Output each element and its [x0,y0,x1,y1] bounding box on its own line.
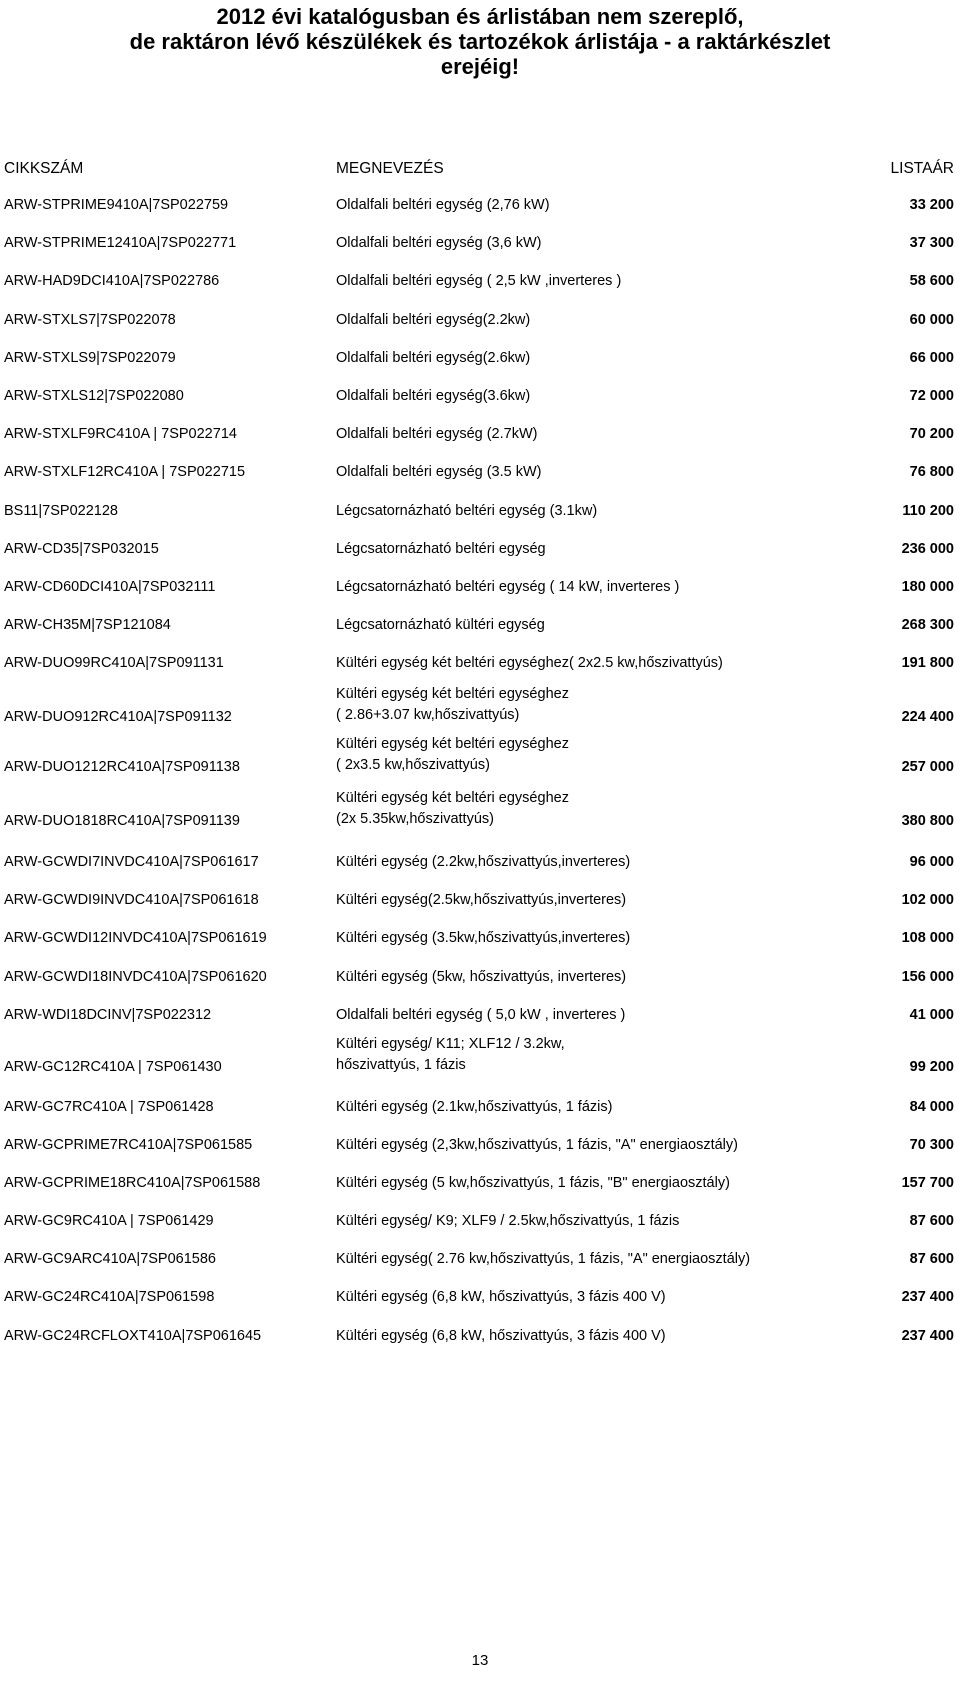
item-price: 268 300 [901,617,954,633]
item-name [336,1034,565,1076]
item-price: 108 000 [901,930,954,946]
item-price: 96 000 [909,854,954,870]
table-row [0,518,960,558]
item-code: ARW-STPRIME9410A|7SP022759 [4,197,229,213]
item-price: 60 000 [909,312,954,328]
table-row [0,1076,960,1116]
item-code: ARW-GC7RC410A | 7SP061428 [4,1099,214,1115]
table-row [0,1036,960,1076]
item-price: 99 200 [909,1059,954,1075]
table-row [0,174,960,214]
item-name-line: Kültéri egység két beltéri egységhez( 2x2.5 kw,hőszivattyús) [336,655,723,671]
table-row [0,250,960,290]
item-price: 70 200 [909,426,954,442]
item-code: ARW-GCWDI18INVDC410A|7SP061620 [4,969,267,985]
item-name-line: Kültéri egység (2,3kw,hőszivattyús, 1 fázis, "A" energiaosztály) [336,1137,738,1153]
item-name [336,684,569,726]
item-code: ARW-GC24RC410A|7SP061598 [4,1289,215,1305]
item-name [336,930,630,947]
item-name-line: Kültéri egység (2.2kw,hőszivattyús,inverteres) [336,854,631,870]
item-name-line: Oldalfali beltéri egység (2,76 kW) [336,197,550,213]
item-name-line: Kültéri egység két beltéri egységhez [336,790,569,806]
item-code: ARW-CH35M|7SP121084 [4,617,171,633]
item-code: ARW-GCWDI12INVDC410A|7SP061619 [4,930,267,946]
table-row [0,480,960,520]
item-name-line: Kültéri egység/ K9; XLF9 / 2.5kw,hőszivattyús, 1 fázis [336,1213,680,1229]
title-line-1: 2012 évi katalógusban és árlistában nem szereplő, [216,4,744,29]
item-price: 58 600 [909,273,954,289]
item-price: 237 400 [901,1289,954,1305]
item-code: ARW-GC9RC410A | 7SP061429 [4,1213,214,1229]
item-name-line: Oldalfali beltéri egység (2.7kW) [336,426,538,442]
table-row [0,1114,960,1154]
item-price: 236 000 [901,541,954,557]
item-name-line: hőszivattyús, 1 fázis [336,1057,466,1073]
item-code: ARW-STXLS7|7SP022078 [4,312,176,328]
item-price: 87 600 [909,1251,954,1267]
item-name [336,1328,666,1345]
item-name [336,1007,625,1024]
table-row [0,790,960,830]
table-row [0,1228,960,1268]
column-header-name: MEGNEVEZÉS [336,160,444,177]
item-code: ARW-GCWDI7INVDC410A|7SP061617 [4,854,259,870]
item-code: ARW-STXLF9RC410A | 7SP022714 [4,426,237,442]
item-name-line: Kültéri egység(2.5kw,hőszivattyús,inverteres) [336,892,627,908]
item-code: ARW-GCWDI9INVDC410A|7SP061618 [4,892,259,908]
item-name-line: Kültéri egység( 2.76 kw,hőszivattyús, 1 fázis, "A" energiaosztály) [336,1251,751,1267]
item-name-line: Kültéri egység két beltéri egységhez [336,686,569,702]
item-name-line: ( 2.86+3.07 kw,hőszivattyús) [336,707,520,723]
item-price: 257 000 [901,759,954,775]
table-row [0,594,960,634]
item-name-line: Oldalfali beltéri egység(2.2kw) [336,312,531,328]
item-code: ARW-DUO1818RC410A|7SP091139 [4,813,240,829]
table-row [0,212,960,252]
table-row [0,1305,960,1345]
item-code: ARW-GC9ARC410A|7SP061586 [4,1251,216,1267]
item-code: ARW-HAD9DCI410A|7SP022786 [4,273,220,289]
table-row [0,365,960,405]
item-name-line: Légcsatornázható beltéri egység ( 14 kW, inverteres ) [336,579,680,595]
item-price: 380 800 [901,813,954,829]
item-code: ARW-CD35|7SP032015 [4,541,159,557]
item-name [336,273,621,290]
table-row [0,1190,960,1230]
item-price: 180 000 [901,579,954,595]
item-code: ARW-CD60DCI410A|7SP032111 [4,579,216,595]
table-row [0,686,960,726]
item-price: 156 000 [901,969,954,985]
item-code: ARW-GCPRIME18RC410A|7SP061588 [4,1175,261,1191]
item-code: ARW-DUO912RC410A|7SP091132 [4,709,232,725]
item-code: ARW-DUO99RC410A|7SP091131 [4,655,224,671]
item-code: ARW-DUO1212RC410A|7SP091138 [4,759,240,775]
item-name-line: Kültéri egység/ K11; XLF12 / 3.2kw, [336,1036,565,1052]
item-name [336,788,569,830]
item-price: 41 000 [909,1007,954,1023]
title-line-3: erejéig! [440,54,520,79]
table-row [0,556,960,596]
item-name-line: Kültéri egység (5kw, hőszivattyús, inverteres) [336,969,627,985]
table-row [0,984,960,1024]
item-price: 110 200 [902,503,954,519]
table-row [0,403,960,443]
table-row [0,289,960,329]
item-name-line: (2x 5.35kw,hőszivattyús) [336,811,494,827]
item-code: BS11|7SP022128 [4,503,118,519]
item-name-line: Légcsatornázható beltéri egység (3.1kw) [336,503,598,519]
item-name-line: Kültéri egység (2.1kw,hőszivattyús, 1 fázis) [336,1099,613,1115]
item-name [336,655,723,672]
item-code: ARW-STXLS9|7SP022079 [4,350,176,366]
item-code: ARW-GC24RCFLOXT410A|7SP061645 [4,1328,262,1344]
table-row [0,1152,960,1192]
item-code: ARW-GC12RC410A | 7SP061430 [4,1059,222,1075]
item-name-line: Kültéri egység (3.5kw,hőszivattyús,inverteres) [336,930,631,946]
table-row [0,907,960,947]
item-name-line: Oldalfali beltéri egység ( 2,5 kW ,inverteres ) [336,273,622,289]
item-price: 66 000 [909,350,954,366]
item-name-line: Kültéri egység (6,8 kW, hőszivattyús, 3 fázis 400 V) [336,1289,666,1305]
item-name-line: Légcsatornázható kültéri egység [336,617,545,633]
item-price: 102 000 [901,892,954,908]
item-price: 191 800 [901,655,954,671]
table-row [0,831,960,871]
item-name-line: Oldalfali beltéri egység ( 5,0 kW , inverteres ) [336,1007,626,1023]
page-number: 13 [471,1652,489,1669]
table-row [0,946,960,986]
item-price: 72 000 [909,388,954,404]
table-row [0,736,960,776]
item-price: 237 400 [901,1328,954,1344]
table-row [0,1266,960,1306]
page-title [0,4,960,79]
table-row [0,327,960,367]
column-header-price: LISTAÁR [890,160,954,177]
item-name-line: Oldalfali beltéri egység (3.5 kW) [336,464,542,480]
item-price: 33 200 [909,197,954,213]
table-row [0,441,960,481]
item-name-line: Oldalfali beltéri egység(2.6kw) [336,350,531,366]
item-name-line: Légcsatornázható beltéri egység [336,541,546,557]
item-price: 37 300 [909,235,954,251]
item-code: ARW-GCPRIME7RC410A|7SP061585 [4,1137,253,1153]
item-name-line: Oldalfali beltéri egység (3,6 kW) [336,235,542,251]
item-name [336,1289,666,1306]
item-code: ARW-STXLS12|7SP022080 [4,388,184,404]
item-name [336,464,542,481]
item-code: ARW-STPRIME12410A|7SP022771 [4,235,237,251]
table-row [0,632,960,672]
item-price: 76 800 [909,464,954,480]
item-name-line: Kültéri egység (5 kw,hőszivattyús, 1 fázis, "B" energiaosztály) [336,1175,730,1191]
item-name-line: Kültéri egység két beltéri egységhez [336,736,569,752]
title-line-2: de raktáron lévő készülékek és tartozékok árlistája - a raktárkészlet [129,29,831,54]
item-name-line: ( 2x3.5 kw,hőszivattyús) [336,757,490,773]
item-price: 70 300 [909,1137,954,1153]
item-price: 87 600 [909,1213,954,1229]
item-name [336,734,569,776]
item-name-line: Kültéri egység (6,8 kW, hőszivattyús, 3 fázis 400 V) [336,1328,666,1344]
table-row [0,869,960,909]
item-code: ARW-STXLF12RC410A | 7SP022715 [4,464,246,480]
column-header-code: CIKKSZÁM [4,160,84,177]
item-price: 84 000 [909,1099,954,1115]
item-price: 224 400 [901,709,954,725]
item-name-line: Oldalfali beltéri egység(3.6kw) [336,388,531,404]
item-price: 157 700 [901,1175,954,1191]
item-code: ARW-WDI18DCINV|7SP022312 [4,1007,212,1023]
